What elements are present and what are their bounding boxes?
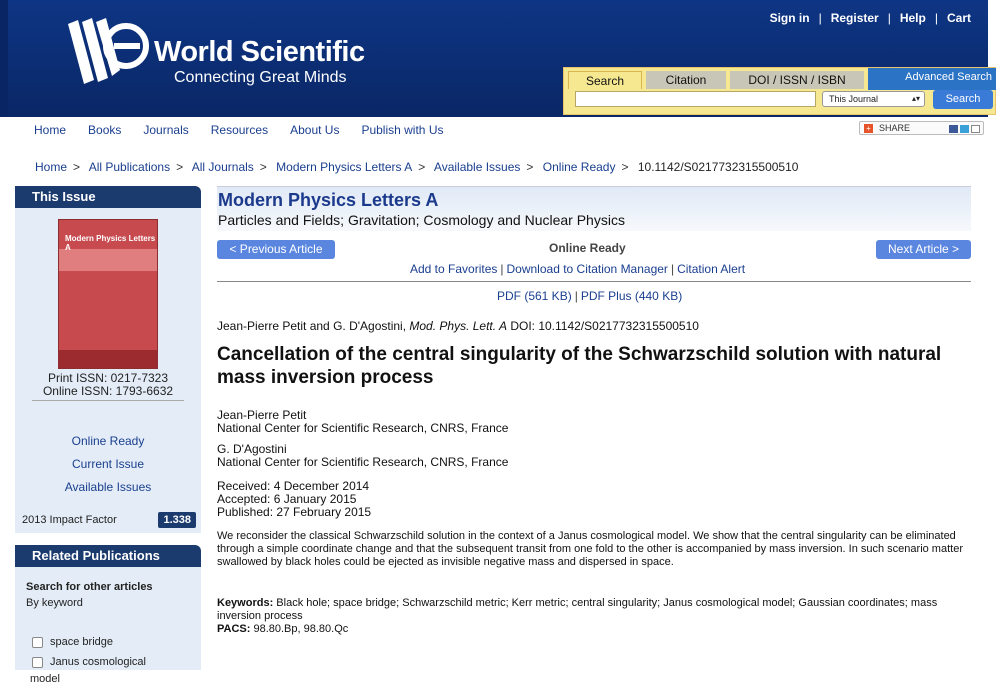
sidebar-link-available-issues[interactable]: Available Issues [64, 480, 152, 494]
author-name: Jean-Pierre Petit [217, 408, 307, 422]
plus-icon: + [864, 124, 873, 133]
breadcrumb: Home > All Publications > All Journals > Modern Physics Letters A > Available Issues > Online Ready > 10.1142/S0217732315500510 [35, 160, 799, 174]
share-button[interactable] [859, 121, 984, 135]
crumb-all-journals[interactable]: All Journals [191, 160, 254, 174]
keyword-label: model [30, 673, 60, 685]
cover-title: Modern Physics Letters A [65, 234, 156, 252]
crumb-all-publications[interactable]: All Publications [88, 160, 171, 174]
pdf-plus-link[interactable]: PDF Plus (440 KB) [580, 289, 683, 303]
download-citation-link[interactable]: Download to Citation Manager [506, 262, 668, 276]
nav-about-us[interactable]: About Us [290, 123, 340, 137]
search-scope-select[interactable] [822, 91, 925, 107]
advanced-search-link[interactable]: Advanced Search [868, 68, 996, 90]
divider [217, 281, 971, 282]
crumb-available-issues[interactable]: Available Issues [433, 160, 521, 174]
add-to-favorites-link[interactable]: Add to Favorites [410, 262, 498, 276]
abstract: We reconsider the classical Schwarzschild solution in the context of a Janus cosmological model. We show that the central singularity can be eliminated through a simple coordinate change and that the subsequent transit from one fold to the other is accompanied by mass inversion. In such scenario matter swallowed by black holes could be ejected as invisible negative mass and dispersed in space. [217, 530, 963, 568]
email-icon [971, 125, 980, 133]
search-scope-value: This Journal [829, 94, 879, 104]
keywords-block [217, 597, 977, 636]
print-issn: Print ISSN: 0217-7323 [47, 371, 169, 385]
author-name: G. D'Agostini [217, 442, 287, 456]
register-link[interactable]: Register [830, 11, 879, 25]
accepted-date: Accepted: 6 January 2015 [217, 492, 357, 506]
search-button[interactable]: Search [933, 90, 993, 109]
search-other-heading: Search for other articles [26, 581, 153, 593]
nav-publish[interactable]: Publish with Us [361, 123, 444, 137]
next-article-button[interactable]: Next Article > [876, 240, 971, 259]
pacs-codes: 98.80.Bp, 98.80.Qc [250, 623, 349, 635]
this-issue-body [15, 208, 201, 521]
tab-search[interactable]: Search [568, 71, 642, 89]
logo-tagline: Connecting Great Minds [174, 69, 347, 86]
search-panel [563, 67, 996, 115]
related-publications-body [15, 567, 201, 685]
article-actions: Add to Favorites | Download to Citation Manager | Citation Alert [410, 262, 746, 276]
cart-link[interactable]: Cart [946, 11, 971, 25]
impact-factor [15, 507, 201, 533]
author-affiliation: National Center for Scientific Research, CNRS, France [217, 455, 509, 469]
journal-header [217, 186, 971, 231]
crumb-online-ready[interactable]: Online Ready [542, 160, 616, 174]
main-nav [34, 123, 443, 137]
tab-doi-issn-isbn[interactable]: DOI / ISSN / ISBN [730, 71, 864, 89]
logo-wordmark[interactable]: World Scientific [154, 36, 365, 68]
search-input[interactable] [575, 91, 816, 107]
divider [32, 400, 184, 401]
article-title: Cancellation of the central singularity of the Schwarzschild solution with natural mass inversion process [217, 344, 942, 388]
journal-subtitle: Particles and Fields; Gravitation; Cosmology and Nuclear Physics [218, 212, 625, 228]
related-publications-panel [15, 545, 201, 685]
keywords-label: Keywords: [217, 597, 274, 609]
keyword-label: Janus cosmological [50, 656, 146, 668]
citation-alert-link[interactable]: Citation Alert [677, 262, 746, 276]
crumb-journal[interactable]: Modern Physics Letters A [276, 160, 413, 174]
share-label: SHARE [879, 123, 911, 133]
pacs-label: PACS: [217, 623, 251, 635]
by-keyword-label: By keyword [26, 597, 83, 609]
nav-home[interactable]: Home [34, 123, 67, 137]
citation-journal: Mod. Phys. Lett. A [409, 319, 507, 333]
world-scientific-logo-icon[interactable] [68, 18, 150, 84]
citation-authors: Jean-Pierre Petit and G. D'Agostini, [217, 319, 410, 333]
citation-doi: DOI: 10.1142/S0217732315500510 [507, 319, 699, 333]
nav-resources[interactable]: Resources [210, 123, 269, 137]
tab-citation[interactable]: Citation [646, 71, 726, 89]
site-header [0, 0, 992, 117]
keywords-list: Black hole; space bridge; Schwarzschild metric; Kerr metric; central singularity; Janus cosmological model; Gaussian coordinates; mass inversion process [217, 597, 938, 622]
account-links: Sign in | Register | Help | Cart [769, 11, 971, 25]
twitter-icon [960, 125, 969, 133]
published-date: Published: 27 February 2015 [217, 505, 372, 519]
nav-journals[interactable]: Journals [143, 123, 189, 137]
nav-books[interactable]: Books [88, 123, 122, 137]
article-status: Online Ready [549, 241, 626, 255]
updown-arrow-icon: ▴▾ [911, 94, 920, 103]
pdf-links: PDF (561 KB) | PDF Plus (440 KB) [497, 289, 683, 303]
crumb-home[interactable]: Home [35, 160, 68, 174]
received-date: Received: 4 December 2014 [217, 479, 370, 493]
impact-value: 1.338 [158, 512, 196, 528]
impact-label: 2013 Impact Factor [22, 514, 117, 526]
pdf-link[interactable]: PDF (561 KB) [497, 289, 572, 303]
keyword-checkbox[interactable] [32, 637, 43, 648]
help-link[interactable]: Help [899, 11, 926, 25]
this-issue-panel [15, 186, 201, 521]
author-affiliation: National Center for Scientific Research, CNRS, France [217, 421, 509, 435]
sidebar-link-current-issue[interactable]: Current Issue [71, 457, 145, 471]
online-issn: Online ISSN: 1793-6632 [42, 384, 174, 398]
keyword-checkbox[interactable] [32, 657, 43, 668]
citation-line [217, 319, 699, 333]
sign-in-link[interactable]: Sign in [769, 11, 810, 25]
related-publications-heading: Related Publications [15, 545, 201, 567]
journal-title[interactable]: Modern Physics Letters A [218, 190, 439, 210]
previous-article-button[interactable]: < Previous Article [217, 240, 335, 259]
this-issue-heading: This Issue [15, 186, 201, 208]
crumb-doi: 10.1142/S0217732315500510 [637, 160, 799, 174]
journal-cover-image[interactable] [58, 219, 158, 369]
keyword-label: space bridge [50, 636, 113, 648]
facebook-icon [949, 125, 958, 133]
sidebar-link-online-ready[interactable]: Online Ready [71, 434, 145, 448]
